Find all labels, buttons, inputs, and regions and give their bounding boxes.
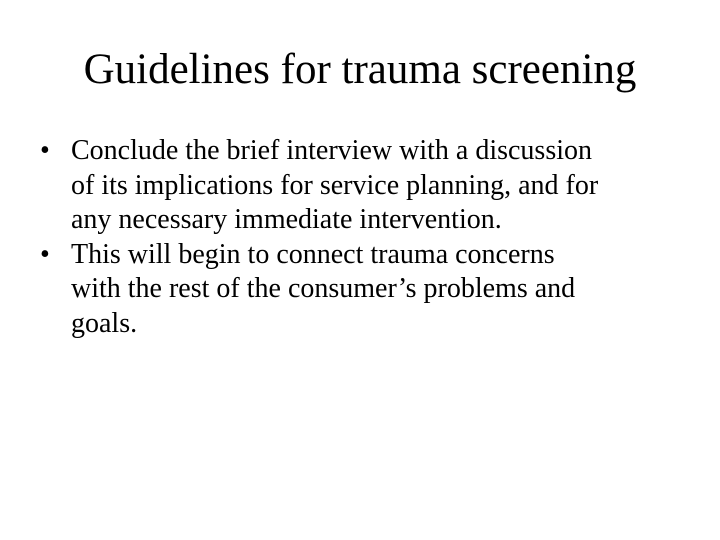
bullet-icon: • xyxy=(40,238,50,270)
slide-title: Guidelines for trauma screening xyxy=(83,46,637,93)
bullet-1-line-3: any necessary immediate intervention. xyxy=(71,204,502,236)
bullet-list xyxy=(40,134,700,342)
bullet-item-1 xyxy=(40,134,700,238)
bullet-2-line-1: This will begin to connect trauma concerns xyxy=(71,238,555,270)
bullet-2-line-2: with the rest of the consumer’s problems and xyxy=(71,273,576,305)
bullet-2-line-3: goals. xyxy=(71,307,138,339)
bullet-1-line-2: of its implications for service planning, and for xyxy=(71,169,599,201)
bullet-1-line-1: Conclude the brief interview with a discussion xyxy=(71,135,592,166)
bullet-item-2 xyxy=(40,238,700,342)
bullet-icon: • xyxy=(40,135,50,166)
